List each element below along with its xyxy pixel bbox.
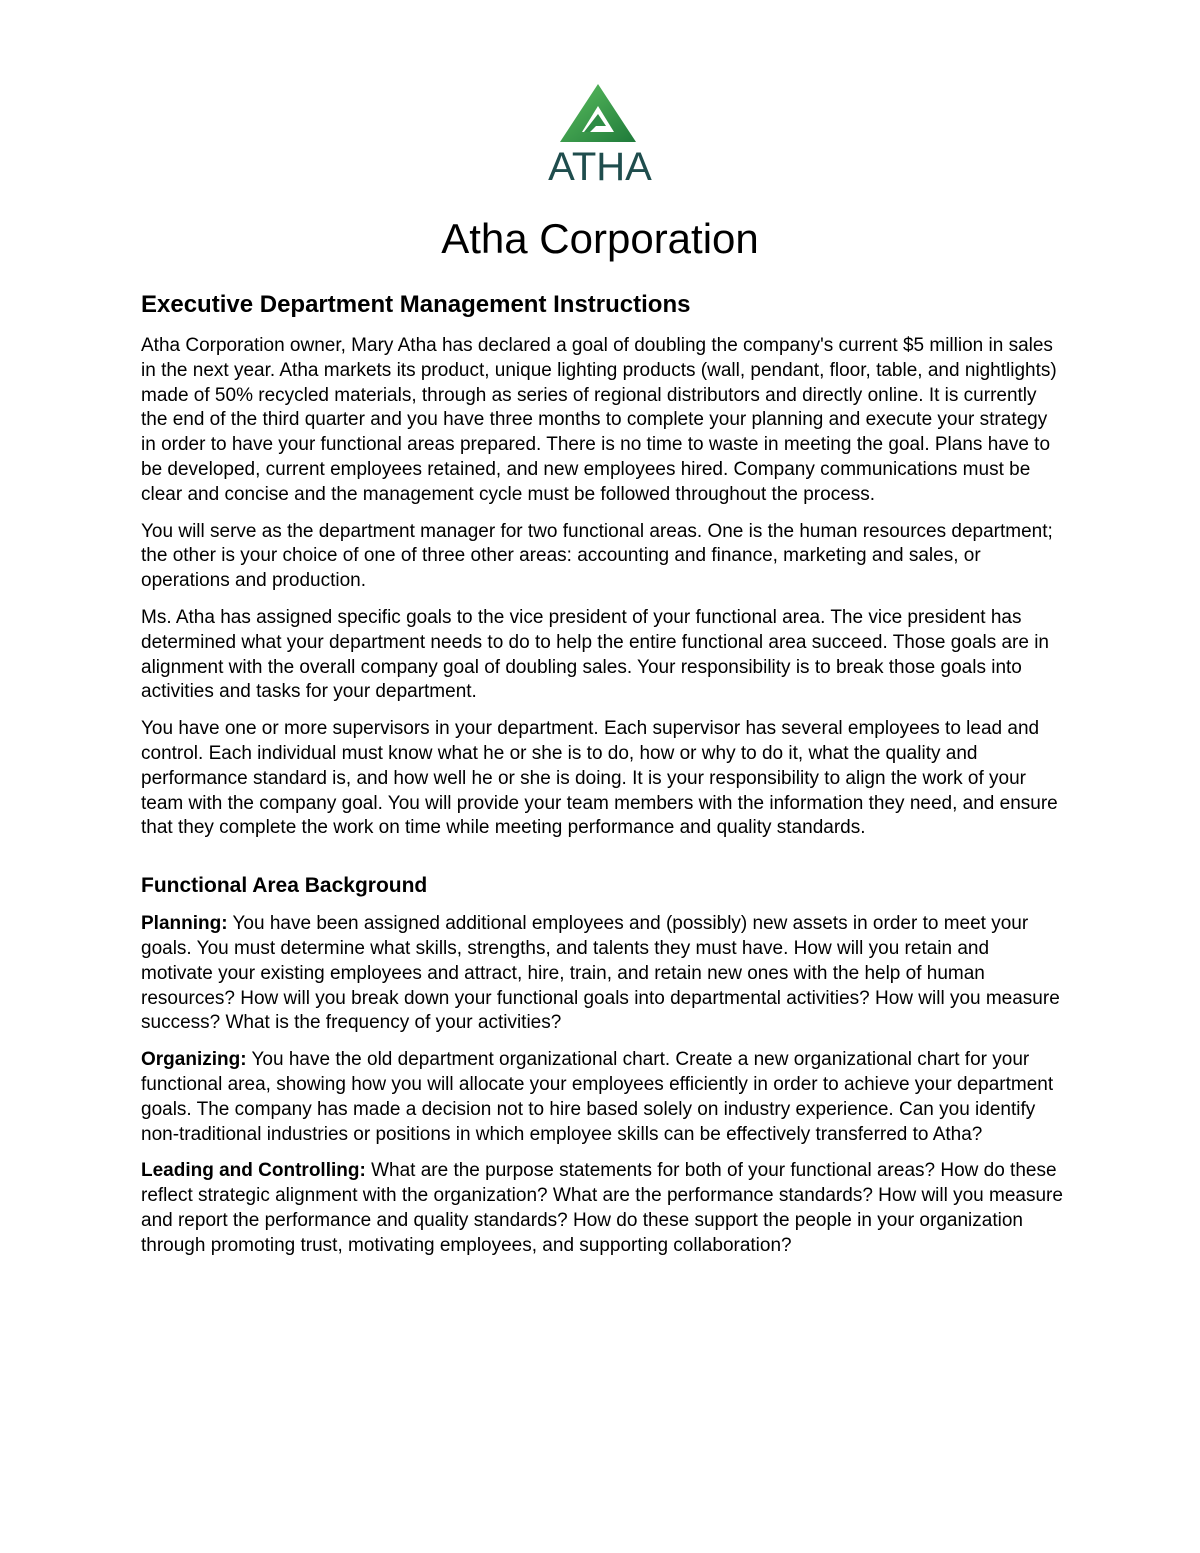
leading-controlling-text: What are the purpose statements for both of your functional areas? How do these reflect strategic alignment with the organization? What are the performance standards? How will you measure and report the performance and quality standards? How do these support the people in your organization through promoting trust, motivating employees, and supporting collaboration? <box>141 1160 1063 1256</box>
paragraph: Atha Corporation owner, Mary Atha has declared a goal of doubling the company's current $5 million in sales in the next year. Atha markets its product, unique lighting products (wall, pendant, floor, table, and nightlights) made of 50% recycled materials, through as series of regional distributors and directly online. It is currently the end of the third quarter and you have three months to complete your planning and execute your strategy in order to have your functional areas prepared. There is no time to waste in meeting the goal. Plans have to be developed, current employees retained, and new employees hired. Company communications must be clear and concise and the management cycle must be followed throughout the process. <box>141 335 1057 505</box>
planning-paragraph <box>141 912 1066 1036</box>
atha-logo <box>540 82 664 186</box>
paragraph: Ms. Atha has assigned specific goals to the vice president of your functional area. The vice president has determined what your department needs to do to help the entire functional area succeed. Those goals are in alignment with the overall company goal of doubling sales. Your responsibility is to break those goals into activities and tasks for your department. <box>141 606 1050 703</box>
section-heading-background: Functional Area Background <box>141 874 428 898</box>
page-title: Atha Corporation <box>441 215 759 262</box>
planning-text: You have been assigned additional employees and (possibly) new assets in order to meet your goals. You must determine what skills, strengths, and talents they must have. How will you retain and motivate your existing employees and attract, hire, train, and retain new ones with the help of human resources? How will you break down your functional goals into departmental activities? How will you measure success? What is the frequency of your activities? <box>141 913 1060 1034</box>
leading-controlling-label: Leading and Controlling: <box>141 1160 366 1182</box>
leading-controlling-paragraph <box>141 1159 1066 1258</box>
atha-logo-icon <box>540 82 664 186</box>
organizing-label: Organizing: <box>141 1049 247 1071</box>
paragraph: You will serve as the department manager for two functional areas. One is the human resources department; the other is your choice of one of three other areas: accounting and finance, marketing and sales, or operations and production. <box>141 520 1053 592</box>
organizing-text: You have the old department organizational chart. Create a new organizational chart for your functional area, showing how you will allocate your employees efficiently in order to achieve your department goals. The company has made a decision not to hire based solely on industry experience. Can you identify non-traditional industries or positions in which employee skills can be effectively transferred to Atha? <box>141 1049 1054 1145</box>
paragraph: You have one or more supervisors in your department. Each supervisor has several employees to lead and control. Each individual must know what he or she is to do, how or why to do it, what the quality and performance standard is, and how well he or she is doing. It is your responsibility to align the work of your team with the company goal. You will provide your team members with the information they need, and ensure that they complete the work on time while meeting performance and quality standards. <box>141 718 1058 839</box>
document-body <box>141 290 1066 1271</box>
planning-label: Planning: <box>141 913 228 935</box>
organizing-paragraph <box>141 1048 1066 1147</box>
logo-wordmark: ATHA <box>548 145 652 186</box>
section-heading-instructions: Executive Department Management Instructions <box>141 291 691 318</box>
